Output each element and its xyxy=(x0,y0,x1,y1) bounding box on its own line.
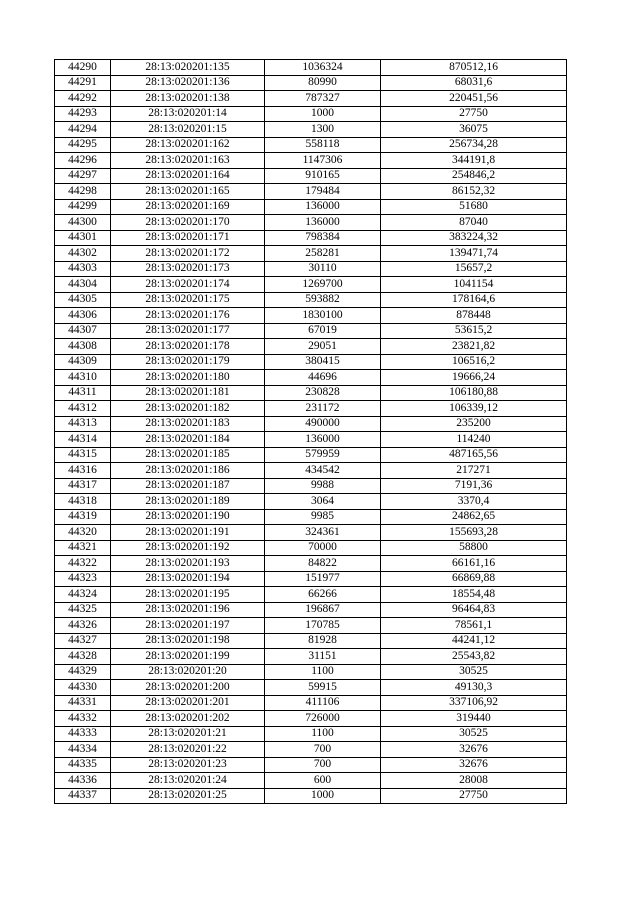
cadastral-value-cell: 114240 xyxy=(381,432,567,448)
cadastral-value-cell: 58800 xyxy=(381,540,567,556)
area-cell: 1269700 xyxy=(265,277,381,293)
row-number-cell: 44293 xyxy=(55,106,111,122)
cadastral-value-cell: 487165,56 xyxy=(381,447,567,463)
row-number-cell: 44300 xyxy=(55,215,111,231)
area-cell: 579959 xyxy=(265,447,381,463)
area-cell: 84822 xyxy=(265,556,381,572)
row-number-cell: 44331 xyxy=(55,695,111,711)
table-row xyxy=(55,432,567,448)
area-cell: 558118 xyxy=(265,137,381,153)
cadastral-number-cell: 28:13:020201:186 xyxy=(111,463,265,479)
cadastral-number-cell: 28:13:020201:171 xyxy=(111,230,265,246)
table-row xyxy=(55,168,567,184)
cadastral-value-cell: 139471,74 xyxy=(381,246,567,262)
cadastral-value-cell: 217271 xyxy=(381,463,567,479)
cadastral-number-cell: 28:13:020201:164 xyxy=(111,168,265,184)
row-number-cell: 44290 xyxy=(55,60,111,76)
cadastral-number-cell: 28:13:020201:180 xyxy=(111,370,265,386)
cadastral-value-cell: 32676 xyxy=(381,742,567,758)
cadastral-number-cell: 28:13:020201:190 xyxy=(111,509,265,525)
table-row xyxy=(55,401,567,417)
table-row xyxy=(55,153,567,169)
row-number-cell: 44322 xyxy=(55,556,111,572)
row-number-cell: 44307 xyxy=(55,323,111,339)
row-number-cell: 44324 xyxy=(55,587,111,603)
cadastral-number-cell: 28:13:020201:176 xyxy=(111,308,265,324)
table-row xyxy=(55,370,567,386)
cadastral-number-cell: 28:13:020201:24 xyxy=(111,773,265,789)
table-row xyxy=(55,602,567,618)
area-cell: 411106 xyxy=(265,695,381,711)
cadastral-number-cell: 28:13:020201:181 xyxy=(111,385,265,401)
row-number-cell: 44325 xyxy=(55,602,111,618)
cadastral-value-cell: 870512,16 xyxy=(381,60,567,76)
row-number-cell: 44332 xyxy=(55,711,111,727)
area-cell: 81928 xyxy=(265,633,381,649)
row-number-cell: 44320 xyxy=(55,525,111,541)
area-cell: 31151 xyxy=(265,649,381,665)
row-number-cell: 44310 xyxy=(55,370,111,386)
table-row xyxy=(55,122,567,138)
area-cell: 1300 xyxy=(265,122,381,138)
cadastral-number-cell: 28:13:020201:201 xyxy=(111,695,265,711)
cadastral-number-cell: 28:13:020201:179 xyxy=(111,354,265,370)
cadastral-number-cell: 28:13:020201:14 xyxy=(111,106,265,122)
area-cell: 44696 xyxy=(265,370,381,386)
area-cell: 593882 xyxy=(265,292,381,308)
table-row xyxy=(55,494,567,510)
row-number-cell: 44329 xyxy=(55,664,111,680)
table-row xyxy=(55,75,567,91)
table-row xyxy=(55,246,567,262)
cadastral-number-cell: 28:13:020201:136 xyxy=(111,75,265,91)
table-body xyxy=(55,60,567,804)
row-number-cell: 44294 xyxy=(55,122,111,138)
area-cell: 1100 xyxy=(265,664,381,680)
area-cell: 9985 xyxy=(265,509,381,525)
area-cell: 700 xyxy=(265,742,381,758)
table-row xyxy=(55,726,567,742)
table-row xyxy=(55,463,567,479)
area-cell: 1830100 xyxy=(265,308,381,324)
cadastral-number-cell: 28:13:020201:177 xyxy=(111,323,265,339)
cadastral-number-cell: 28:13:020201:174 xyxy=(111,277,265,293)
row-number-cell: 44333 xyxy=(55,726,111,742)
cadastral-number-cell: 28:13:020201:197 xyxy=(111,618,265,634)
area-cell: 70000 xyxy=(265,540,381,556)
cadastral-number-cell: 28:13:020201:194 xyxy=(111,571,265,587)
area-cell: 600 xyxy=(265,773,381,789)
row-number-cell: 44318 xyxy=(55,494,111,510)
area-cell: 230828 xyxy=(265,385,381,401)
cadastral-value-cell: 3370,4 xyxy=(381,494,567,510)
cadastral-number-cell: 28:13:020201:135 xyxy=(111,60,265,76)
area-cell: 1147306 xyxy=(265,153,381,169)
cadastral-number-cell: 28:13:020201:169 xyxy=(111,199,265,215)
table-row xyxy=(55,478,567,494)
table-row xyxy=(55,680,567,696)
cadastral-value-cell: 15657,2 xyxy=(381,261,567,277)
cadastral-value-cell: 254846,2 xyxy=(381,168,567,184)
cadastral-value-cell: 30525 xyxy=(381,726,567,742)
row-number-cell: 44297 xyxy=(55,168,111,184)
table-row xyxy=(55,215,567,231)
row-number-cell: 44327 xyxy=(55,633,111,649)
cadastral-value-cell: 28008 xyxy=(381,773,567,789)
cadastral-number-cell: 28:13:020201:172 xyxy=(111,246,265,262)
table-row xyxy=(55,757,567,773)
cadastral-value-cell: 178164,6 xyxy=(381,292,567,308)
cadastral-number-cell: 28:13:020201:191 xyxy=(111,525,265,541)
area-cell: 80990 xyxy=(265,75,381,91)
cadastral-number-cell: 28:13:020201:22 xyxy=(111,742,265,758)
cadastral-number-cell: 28:13:020201:170 xyxy=(111,215,265,231)
cadastral-value-cell: 53615,2 xyxy=(381,323,567,339)
row-number-cell: 44308 xyxy=(55,339,111,355)
area-cell: 59915 xyxy=(265,680,381,696)
cadastral-number-cell: 28:13:020201:178 xyxy=(111,339,265,355)
cadastral-value-cell: 235200 xyxy=(381,416,567,432)
table-row xyxy=(55,106,567,122)
cadastral-number-cell: 28:13:020201:162 xyxy=(111,137,265,153)
area-cell: 9988 xyxy=(265,478,381,494)
row-number-cell: 44319 xyxy=(55,509,111,525)
area-cell: 700 xyxy=(265,757,381,773)
area-cell: 136000 xyxy=(265,199,381,215)
cadastral-value-cell: 66869,88 xyxy=(381,571,567,587)
row-number-cell: 44301 xyxy=(55,230,111,246)
table-row xyxy=(55,354,567,370)
area-cell: 170785 xyxy=(265,618,381,634)
row-number-cell: 44315 xyxy=(55,447,111,463)
cadastral-number-cell: 28:13:020201:195 xyxy=(111,587,265,603)
area-cell: 787327 xyxy=(265,91,381,107)
cadastral-value-cell: 1041154 xyxy=(381,277,567,293)
cadastral-value-cell: 7191,36 xyxy=(381,478,567,494)
row-number-cell: 44321 xyxy=(55,540,111,556)
table-row xyxy=(55,447,567,463)
area-cell: 30110 xyxy=(265,261,381,277)
row-number-cell: 44335 xyxy=(55,757,111,773)
area-cell: 136000 xyxy=(265,432,381,448)
area-cell: 136000 xyxy=(265,215,381,231)
cadastral-value-cell: 44241,12 xyxy=(381,633,567,649)
table-row xyxy=(55,416,567,432)
cadastral-number-cell: 28:13:020201:182 xyxy=(111,401,265,417)
area-cell: 258281 xyxy=(265,246,381,262)
cadastral-number-cell: 28:13:020201:21 xyxy=(111,726,265,742)
table-row xyxy=(55,277,567,293)
cadastral-value-cell: 49130,3 xyxy=(381,680,567,696)
table-row xyxy=(55,385,567,401)
cadastral-value-cell: 18554,48 xyxy=(381,587,567,603)
cadastral-number-cell: 28:13:020201:20 xyxy=(111,664,265,680)
cadastral-value-cell: 25543,82 xyxy=(381,649,567,665)
table-row xyxy=(55,199,567,215)
area-cell: 151977 xyxy=(265,571,381,587)
cadastral-number-cell: 28:13:020201:184 xyxy=(111,432,265,448)
area-cell: 1000 xyxy=(265,788,381,804)
row-number-cell: 44291 xyxy=(55,75,111,91)
cadastral-value-cell: 32676 xyxy=(381,757,567,773)
area-cell: 798384 xyxy=(265,230,381,246)
cadastral-value-cell: 106516,2 xyxy=(381,354,567,370)
table-row xyxy=(55,695,567,711)
table-row xyxy=(55,773,567,789)
table-row xyxy=(55,261,567,277)
cadastral-value-cell: 30525 xyxy=(381,664,567,680)
row-number-cell: 44298 xyxy=(55,184,111,200)
row-number-cell: 44328 xyxy=(55,649,111,665)
area-cell: 66266 xyxy=(265,587,381,603)
cadastral-value-cell: 220451,56 xyxy=(381,91,567,107)
table-row xyxy=(55,292,567,308)
table-row xyxy=(55,137,567,153)
row-number-cell: 44311 xyxy=(55,385,111,401)
cadastral-number-cell: 28:13:020201:165 xyxy=(111,184,265,200)
row-number-cell: 44299 xyxy=(55,199,111,215)
cadastral-number-cell: 28:13:020201:23 xyxy=(111,757,265,773)
cadastral-value-cell: 256734,28 xyxy=(381,137,567,153)
cadastral-value-cell: 106339,12 xyxy=(381,401,567,417)
cadastral-number-cell: 28:13:020201:183 xyxy=(111,416,265,432)
row-number-cell: 44296 xyxy=(55,153,111,169)
table-row xyxy=(55,556,567,572)
cadastral-value-cell: 66161,16 xyxy=(381,556,567,572)
row-number-cell: 44317 xyxy=(55,478,111,494)
area-cell: 29051 xyxy=(265,339,381,355)
area-cell: 179484 xyxy=(265,184,381,200)
cadastral-value-cell: 27750 xyxy=(381,788,567,804)
row-number-cell: 44316 xyxy=(55,463,111,479)
cadastral-value-cell: 878448 xyxy=(381,308,567,324)
table-row xyxy=(55,60,567,76)
area-cell: 1036324 xyxy=(265,60,381,76)
cadastral-value-cell: 19666,24 xyxy=(381,370,567,386)
table-row xyxy=(55,664,567,680)
table-row xyxy=(55,339,567,355)
cadastral-number-cell: 28:13:020201:15 xyxy=(111,122,265,138)
row-number-cell: 44314 xyxy=(55,432,111,448)
cadastral-value-cell: 36075 xyxy=(381,122,567,138)
cadastral-value-cell: 344191,8 xyxy=(381,153,567,169)
cadastral-number-cell: 28:13:020201:202 xyxy=(111,711,265,727)
table-row xyxy=(55,91,567,107)
cadastral-number-cell: 28:13:020201:163 xyxy=(111,153,265,169)
row-number-cell: 44312 xyxy=(55,401,111,417)
table-row xyxy=(55,649,567,665)
table-row xyxy=(55,618,567,634)
table-row xyxy=(55,587,567,603)
cadastral-value-cell: 319440 xyxy=(381,711,567,727)
cadastral-number-cell: 28:13:020201:199 xyxy=(111,649,265,665)
row-number-cell: 44302 xyxy=(55,246,111,262)
cadastral-number-cell: 28:13:020201:192 xyxy=(111,540,265,556)
cadastral-value-cell: 87040 xyxy=(381,215,567,231)
area-cell: 490000 xyxy=(265,416,381,432)
cadastral-value-cell: 337106,92 xyxy=(381,695,567,711)
cadastral-value-cell: 96464,83 xyxy=(381,602,567,618)
cadastral-value-table xyxy=(54,59,567,804)
table-row xyxy=(55,571,567,587)
area-cell: 434542 xyxy=(265,463,381,479)
row-number-cell: 44323 xyxy=(55,571,111,587)
row-number-cell: 44309 xyxy=(55,354,111,370)
area-cell: 726000 xyxy=(265,711,381,727)
cadastral-number-cell: 28:13:020201:196 xyxy=(111,602,265,618)
cadastral-value-cell: 86152,32 xyxy=(381,184,567,200)
row-number-cell: 44306 xyxy=(55,308,111,324)
table-row xyxy=(55,788,567,804)
cadastral-number-cell: 28:13:020201:187 xyxy=(111,478,265,494)
area-cell: 231172 xyxy=(265,401,381,417)
table-row xyxy=(55,230,567,246)
cadastral-value-cell: 155693,28 xyxy=(381,525,567,541)
row-number-cell: 44337 xyxy=(55,788,111,804)
cadastral-value-cell: 78561,1 xyxy=(381,618,567,634)
table-row xyxy=(55,711,567,727)
table-row xyxy=(55,742,567,758)
cadastral-number-cell: 28:13:020201:198 xyxy=(111,633,265,649)
area-cell: 324361 xyxy=(265,525,381,541)
cadastral-value-cell: 106180,88 xyxy=(381,385,567,401)
area-cell: 1000 xyxy=(265,106,381,122)
row-number-cell: 44336 xyxy=(55,773,111,789)
table-row xyxy=(55,308,567,324)
cadastral-number-cell: 28:13:020201:25 xyxy=(111,788,265,804)
row-number-cell: 44313 xyxy=(55,416,111,432)
row-number-cell: 44326 xyxy=(55,618,111,634)
area-cell: 380415 xyxy=(265,354,381,370)
table-row xyxy=(55,540,567,556)
cadastral-number-cell: 28:13:020201:193 xyxy=(111,556,265,572)
cadastral-number-cell: 28:13:020201:189 xyxy=(111,494,265,510)
area-cell: 196867 xyxy=(265,602,381,618)
row-number-cell: 44292 xyxy=(55,91,111,107)
cadastral-number-cell: 28:13:020201:173 xyxy=(111,261,265,277)
row-number-cell: 44304 xyxy=(55,277,111,293)
cadastral-number-cell: 28:13:020201:175 xyxy=(111,292,265,308)
row-number-cell: 44305 xyxy=(55,292,111,308)
cadastral-number-cell: 28:13:020201:185 xyxy=(111,447,265,463)
cadastral-number-cell: 28:13:020201:138 xyxy=(111,91,265,107)
table-row xyxy=(55,509,567,525)
cadastral-value-cell: 51680 xyxy=(381,199,567,215)
row-number-cell: 44303 xyxy=(55,261,111,277)
area-cell: 67019 xyxy=(265,323,381,339)
row-number-cell: 44295 xyxy=(55,137,111,153)
cadastral-number-cell: 28:13:020201:200 xyxy=(111,680,265,696)
cadastral-value-cell: 23821,82 xyxy=(381,339,567,355)
area-cell: 910165 xyxy=(265,168,381,184)
cadastral-value-cell: 24862,65 xyxy=(381,509,567,525)
area-cell: 1100 xyxy=(265,726,381,742)
table-row xyxy=(55,323,567,339)
area-cell: 3064 xyxy=(265,494,381,510)
cadastral-value-cell: 27750 xyxy=(381,106,567,122)
cadastral-value-cell: 383224,32 xyxy=(381,230,567,246)
table-row xyxy=(55,525,567,541)
row-number-cell: 44330 xyxy=(55,680,111,696)
table-row xyxy=(55,184,567,200)
cadastral-value-cell: 68031,6 xyxy=(381,75,567,91)
row-number-cell: 44334 xyxy=(55,742,111,758)
table-row xyxy=(55,633,567,649)
